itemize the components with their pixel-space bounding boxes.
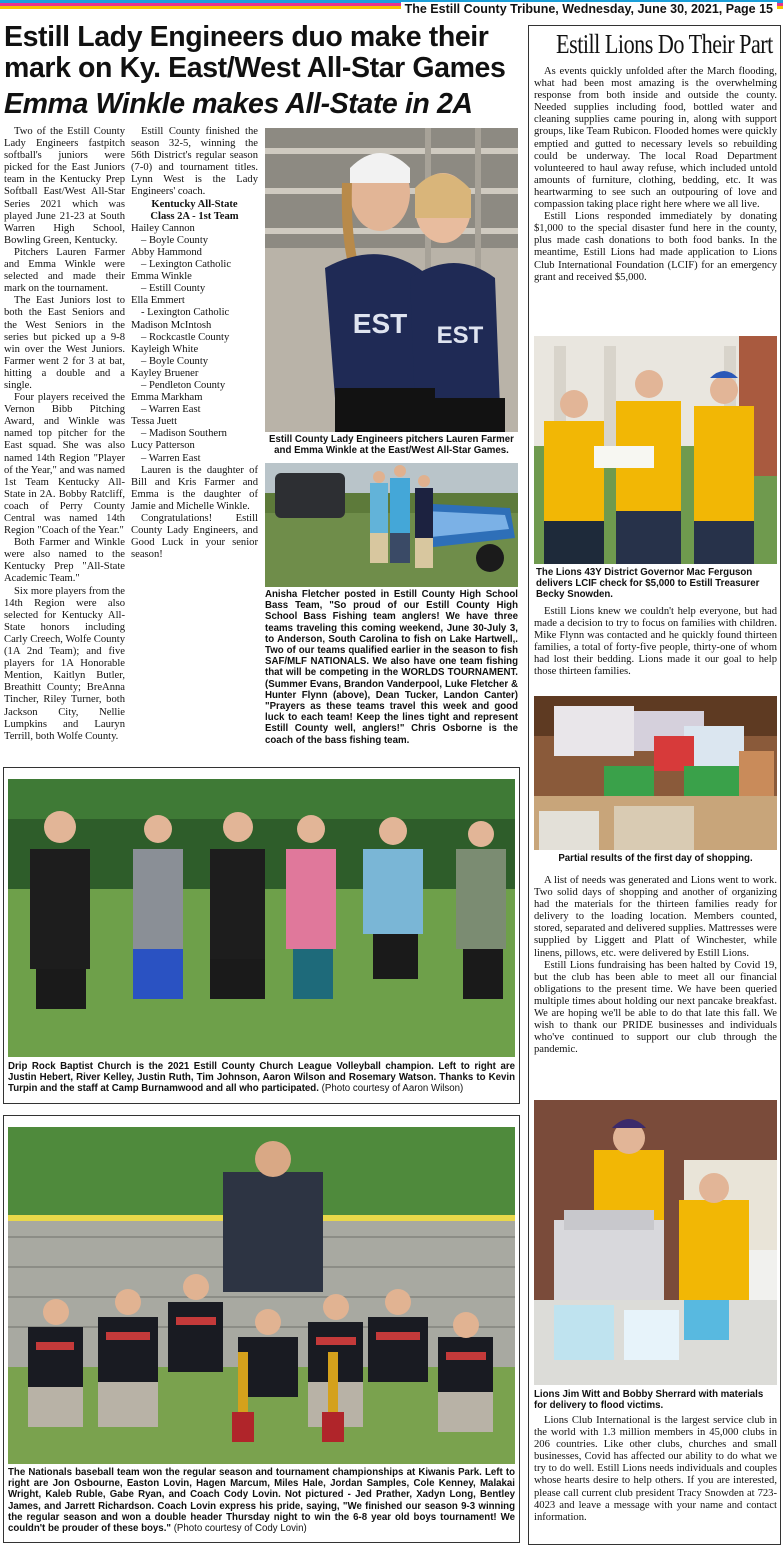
roster-name: Ella Emmert [131, 295, 185, 307]
paragraph: Lions Club International is the largest service club in the world with 1.3 million members in 45,000 clubs in 206 countries. Like other clubs, churches and small businesses, Covid has affected our ability to do what we try to do well. Estill Lions needs individuals and couples whose hearts desire to help others. If you are interested, please call current club president Tracy Snowden at 723-4023 and leave a message with your name and contact information. [534, 1415, 777, 1523]
shopping-caption: Partial results of the first day of shopping. [558, 853, 753, 864]
story-subhead: Emma Winkle makes All-State in 2A [4, 88, 473, 120]
roster-name: Lucy Patterson [131, 440, 195, 452]
roster-school: – Warren East [141, 452, 201, 464]
roster-name: Kayley Bruener [131, 367, 199, 379]
top-color-bar [0, 0, 783, 18]
roster-name: Tessa Juett [131, 416, 178, 428]
paragraph: Pitchers Lauren Farmer and Emma Winkle were selected and made their mark on the tournament. [4, 246, 125, 295]
lions-text-block-4 [534, 1415, 777, 1524]
roster-subheading: Class 2A - 1st Team [150, 210, 239, 222]
roster-school: – Boyle County [141, 234, 209, 246]
roster-name: Abby Hammond [131, 246, 202, 258]
baseball-team-photo [8, 1127, 515, 1464]
roster-school: – Madison Southern [141, 428, 227, 440]
paragraph: The East Juniors lost to both the East Seniors and the West Seniors in the series but picked up a 9-8 win over the West Juniors. Farmer went 2 for 3 at bat, hitting a double and a single. [4, 295, 125, 391]
roster-school: – Pendleton County [141, 379, 226, 391]
pitchers-caption: Estill County Lady Engineers pitchers Lauren Farmer and Emma Winkle at the East/West All-Star Games. [269, 434, 514, 457]
roster-school: – Rockcastle County [141, 331, 230, 343]
story-column-1 [4, 126, 125, 743]
paragraph: Estill Lions responded immediately by donating $1,000 to the special disaster fund here in the county, plus made cash donations to both food banks. In the meantime, Estill Lions had made application to Lions Club International Foundation (LCIF) for an emergency grant and received $5,000. [534, 211, 777, 283]
paragraph: As events quickly unfolded after the March flooding, what had been most amazing is the overwhelming response from both inside and outside the county. Needed supplies including food, bottled water and cleaning supplies came pouring in, along with support groups, like Team Rubicon. Flooded homes were quickly emptied and gutted to necessary levels so rebuilding could be underway. The local Road Department volunteered to haul away refuse, which included untold amounts of furniture, clothing, bedding, etc. It was heartwarming to see such an outpouring of love and compassion taking place right here where we all live. [534, 66, 777, 211]
baseball-caption [8, 1467, 515, 1534]
svg-text:EST: EST [436, 322, 484, 349]
paragraph: Estill Lions fundraising has been halted by Covid 19, but the club has been able to meet all our financial obligations to the present time. We have been queried multiple times about holding our next pancake breakfast. We are hoping we'll be able to do that late this fall. We wish to thank our PRIDE businesses and individuals who've continued to support our club through the pandemic. [534, 959, 777, 1056]
roster-name: Emma Markham [131, 392, 203, 404]
pitchers-photo [265, 128, 518, 432]
masthead: The Estill County Tribune, Wednesday, June 30, 2021, Page 15 [401, 2, 777, 16]
paragraph: Estill Lions knew we couldn't help everyone, but had made a decision to try to focus on families with children. Mike Flynn was contacted and he quickly found thirteen families, a total of forty-five people, thirty-one of whom had lost their bedding. Lions made it our goal to help those thirteen families. [534, 606, 777, 678]
bass-team-caption: Anisha Fletcher posted in Estill County High School Bass Team, "So proud of our Estill County High School Bass Fishing team anglers! We have three teams traveling this coming weekend, June 30-July 3, to Anderson, South Carolina to fish on Lake Hartwell,. Two of our teams qualified earlier in the season to fish SAF/MLF NATIONALS. We also have one team fishing that will be competing in the WORLDS TOURNAMENT. (Summer Evans, Brandon Vanderpool, Luke Fletcher & Hunter Flynn (above), Dean Tucker, Landon Canter) "Prayers as these teams travel this week and good luck to each team! Keep the lines tight and represent Estill County well, anglers!" Chris Osborne is the coach of the bass fishing team. [265, 589, 518, 746]
all-state-roster [131, 199, 258, 465]
story-headline: Estill Lady Engineers duo make their mark on Ky. East/West All-Star Games [4, 21, 506, 84]
roster-name: Kayleigh White [131, 343, 199, 355]
lions-materials-caption: Lions Jim Witt and Bobby Sherrard with materials for delivery to flood victims. [534, 1389, 764, 1412]
baseball-caption-text: The Nationals baseball team won the regular season and tournament championships at Kiwanis Park. Left to right are Jon Osbourne, Easton Lovin, Hagen Marcum, Miles Hale, Jordan Samples, Cole Kenney, Malakai Wright, Kaleb Ruble, Gabe Ryan, and Coach Cody Lovin. Not pictured - Jed Prather, Xadyn Long, Bentley James, and Jarrett Richardson. Coach Lovin express his pride, saying, "We finished our season 9-3 winning the regular season and won a double header Thursday night to win the 6-8 year old boys tournament! We couldn't be prouder of these boys." [8, 1467, 515, 1535]
lions-headline: Estill Lions Do Their Part [556, 29, 773, 59]
roster-school: - Lexington Catholic [141, 307, 230, 319]
roster-school: – Estill County [141, 283, 206, 295]
lions-text-block-2 [534, 606, 777, 679]
roster-name: Madison McIntosh [131, 319, 212, 331]
lions-materials-photo [534, 1100, 777, 1385]
volleyball-caption [8, 1061, 515, 1095]
lions-text-block-1 [534, 66, 777, 284]
story-column-2 [131, 126, 258, 561]
baseball-photo-credit: (Photo courtesy of Cody Lovin) [173, 1523, 307, 1535]
lions-check-caption: The Lions 43Y District Governor Mac Ferguson delivers LCIF check for $5,000 to Estill Treasurer Becky Snowden. [536, 567, 760, 601]
paragraph: A list of needs was generated and Lions went to work. Two solid days of shopping and another of organizing had the materials for the thirteen families ready for delivery to the loading location. Members counted, stored, separated and delivered supplies. Mattresses were supplied by Liggett and Platt of Winchester, while linens, pillows, etc. were delivered by Estill Lions. [534, 875, 777, 959]
roster-school: – Boyle County [141, 355, 209, 367]
svg-text:EST: EST [352, 308, 408, 339]
roster-school: – Lexington Catholic [141, 259, 232, 271]
bass-team-photo [265, 463, 518, 587]
lions-text-block-3 [534, 875, 777, 1056]
volleyball-caption-text: Drip Rock Baptist Church is the 2021 Estill County Church League Volleyball champion. Left to right are Justin Hebert, River Kelley, Justin Ruth, Tim Johnson, Aaron Wilson and Rosemary Watson. Thanks to Kevin Turpin and the staff at Camp Burnamwood and all who participated. [8, 1061, 515, 1095]
volleyball-photo-credit: (Photo courtesy of Aaron Wilson) [321, 1083, 464, 1095]
paragraph: Congratulations! Estill County Lady Engineers, and Good Luck in your senior season! [131, 513, 258, 561]
lions-check-photo [534, 336, 777, 564]
roster-heading: Kentucky All-State [151, 198, 238, 210]
shopping-supplies-photo [534, 696, 777, 850]
paragraph: Estill County finished the season 32-5, winning the 56th District's regular season (7-0) and tournament titles. Lynn West is the Lady Engineers' coach. [131, 126, 258, 198]
roster-name: Emma Winkle [131, 271, 192, 283]
paragraph: Two of the Estill County Lady Engineers fastpitch softball's juniors were picked for the East Juniors team in the Kentucky Prep Softball East/West All-Star Series 2021 which was played June 21-23 at South Warren High School, Bowling Green, Kentucky. [4, 126, 125, 246]
roster-school: – Warren East [141, 404, 201, 416]
paragraph: Six more players from the 14th Region were also selected for Kentucky All-State honors including Carly Creech, Wolfe County (1A 2nd Team); and five players for 1A Honorable Mention, Kaitlyn Butler, Breathitt County; BreAnna Tincher, Riley Turner, both Jackson City, Nellie Lumpkins and Lauryn Terrill, both Wolfe County. [4, 585, 125, 742]
paragraph: Both Farmer and Winkle were also named to the Kentucky Prep "All-State Academic Team." [4, 537, 125, 585]
volleyball-team-photo [8, 779, 515, 1057]
roster-name: Hailey Cannon [131, 222, 195, 234]
paragraph: Four players received the Vernon Bibb Pitching Award, and Winkle was named top pitcher for the East squad. She was also named 14th Region "Player of the Year," and was named 1st Team Kentucky All-State in 2A. Bobby Ratcliff, coach of Perry County Central was named 14th Region "Coach of the Year." [4, 392, 125, 537]
paragraph: Lauren is the daughter of Bill and Kris Farmer and Emma is the daughter of Jamie and Michelle Winkle. [131, 464, 258, 512]
